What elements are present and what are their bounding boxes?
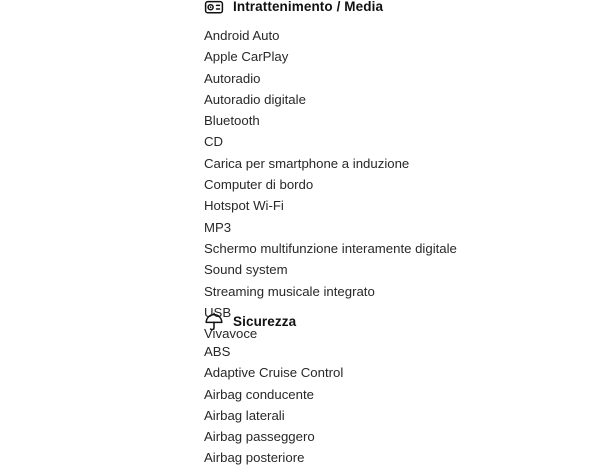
list-item: Autoradio digitale (204, 91, 306, 107)
section-header-sicurezza (204, 312, 343, 332)
umbrella-icon (204, 312, 224, 332)
list-item: Schermo multifunzione interamente digitale (204, 240, 457, 256)
list-item: ABS (204, 344, 231, 359)
section-header-intrattenimento-media (204, 0, 457, 17)
list-item: Adaptive Cruise Control (204, 365, 344, 381)
list-item: Vivavoce (204, 326, 258, 342)
list-item: Hotspot Wi-Fi (204, 198, 284, 214)
list-item: Apple CarPlay (204, 49, 289, 65)
list-item: Bluetooth (204, 113, 260, 129)
section-title: Intrattenimento / Media (233, 0, 384, 14)
list-item: Streaming musicale integrato (204, 283, 375, 299)
list-item: MP3 (204, 219, 232, 235)
list-item: Sound system (204, 262, 288, 278)
list-item: Android Auto (204, 28, 280, 43)
list-item: CD (204, 134, 224, 150)
list-item: Carica per smartphone a induzione (204, 155, 410, 171)
feature-list-intrattenimento-media (204, 25, 457, 344)
list-item: Airbag passeggero (204, 429, 315, 445)
list-item: Airbag posteriore (204, 450, 305, 466)
list-item: Airbag conducente (204, 386, 314, 402)
media-player-icon (204, 0, 224, 17)
section-sicurezza (204, 312, 343, 469)
list-item: Autoradio (204, 70, 261, 86)
section-title: Sicurezza (233, 314, 297, 329)
list-item: Computer di bordo (204, 177, 314, 193)
section-intrattenimento-media (204, 0, 457, 344)
list-item: USB (204, 304, 232, 320)
list-item: Airbag laterali (204, 407, 285, 423)
